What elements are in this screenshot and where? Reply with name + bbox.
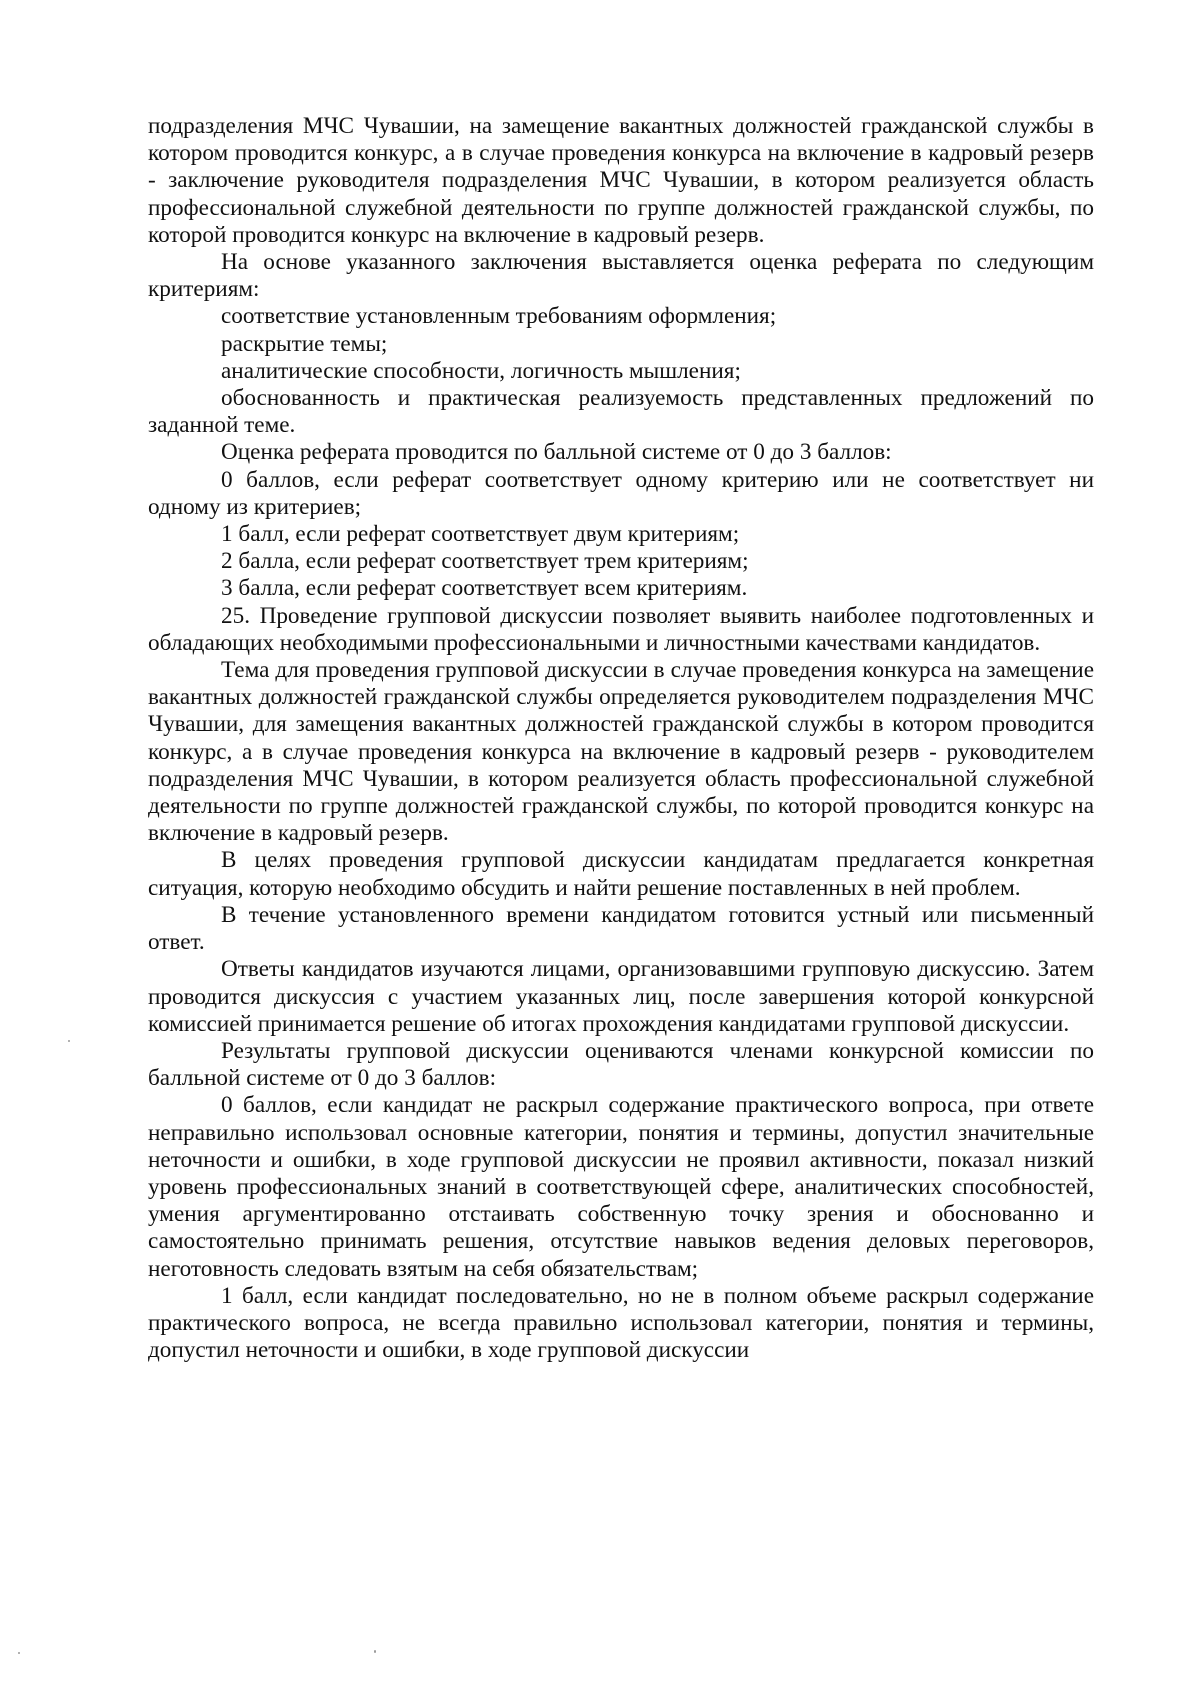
paragraph-scoring-scale: Оценка реферата проводится по балльной системе от 0 до 3 баллов: (221, 439, 892, 466)
discussion-score-0-points: 0 баллов, если кандидат не раскрыл содержание практического вопроса, при ответе неправильно использовал основные категории, понятия и термины, допустил значительные неточности и ошибки, в ходе групповой дискуссии не проявил активности, показал низкий уровень профессиональных знаний в соответствующей сфере, аналитических способностей, умения аргументированно отстаивать собственную точку зрения и обоснованно и самостоятельно принимать решения, отсутствие навыков ведения деловых переговоров, неготовность следовать взятым на себя обязательствам; (148, 1092, 1094, 1282)
paragraph-answer-review: Ответы кандидатов изучаются лицами, организовавшими групповую дискуссию. Затем проводится дискуссия с участием указанных лиц, после завершения которой конкурсной комиссией принимается решение об итогах прохождения кандидатами групповой дискуссии. (148, 956, 1094, 1037)
scan-speck (68, 1040, 70, 1042)
scan-speck (18, 1652, 20, 1654)
criterion-feasibility: обоснованность и практическая реализуемость представленных предложений по заданной теме. (148, 385, 1094, 439)
scan-speck (374, 1650, 376, 1653)
score-2-points: 2 балла, если реферат соответствует трем критериям; (221, 548, 749, 575)
criterion-topic-disclosure: раскрытие темы; (221, 330, 388, 357)
paragraph-discussion-scoring: Результаты групповой дискуссии оцениваются членами конкурсной комиссии по балльной системе от 0 до 3 баллов: (148, 1037, 1094, 1092)
section-25-heading-paragraph: 25. Проведение групповой дискуссии позволяет выявить наиболее подготовленных и обладающих необходимыми профессиональными и личностными качествами кандидатов. (148, 602, 1094, 656)
criterion-analytical-skills: аналитические способности, логичность мышления; (221, 357, 741, 384)
paragraph-assessment-intro: На основе указанного заключения выставляется оценка реферата по следующим критериям: (148, 249, 1094, 303)
discussion-score-1-point: 1 балл, если кандидат последовательно, но не в полном объеме раскрыл содержание практического вопроса, не всегда правильно использовал категории, понятия и термины, допустил неточности и ошибки, в ходе групповой дискуссии (148, 1282, 1094, 1364)
score-3-points: 3 балла, если реферат соответствует всем критериям. (221, 575, 748, 602)
score-1-point: 1 балл, если реферат соответствует двум критериям; (221, 521, 740, 548)
paragraph-continuation: подразделения МЧС Чувашии, на замещение вакантных должностей гражданской службы в котором проводится конкурс, а в случае проведения конкурса на включение в кадровый резерв - заключение руководителя подразделения МЧС Чувашии, в котором реализуется область профессиональной служебной деятельности по группе должностей гражданской службы, по которой проводится конкурс на включение в кадровый резерв. (148, 113, 1094, 248)
criterion-formatting: соответствие установленным требованиям оформления; (221, 303, 777, 330)
paragraph-discussion-situation: В целях проведения групповой дискуссии кандидатам предлагается конкретная ситуация, которую необходимо обсудить и найти решение поставленных в ней проблем. (148, 847, 1094, 901)
score-0-points: 0 баллов, если реферат соответствует одному критерию или не соответствует ни одному из критериев; (148, 466, 1094, 520)
paragraph-discussion-topic: Тема для проведения групповой дискуссии в случае проведения конкурса на замещение вакантных должностей гражданской службы определяется руководителем подразделения МЧС Чувашии, для замещения вакантных должностей гражданской службы в котором проводится конкурс, а в случае проведения конкурса на включение в кадровый резерв - руководителем подразделения МЧС Чувашии, в котором реализуется область профессиональной служебной деятельности по группе должностей гражданской службы, по которой проводится конкурс на включение в кадровый резерв. (148, 657, 1094, 847)
paragraph-answer-preparation: В течение установленного времени кандидатом готовится устный или письменный ответ. (148, 901, 1094, 956)
document-body (148, 113, 1094, 1364)
